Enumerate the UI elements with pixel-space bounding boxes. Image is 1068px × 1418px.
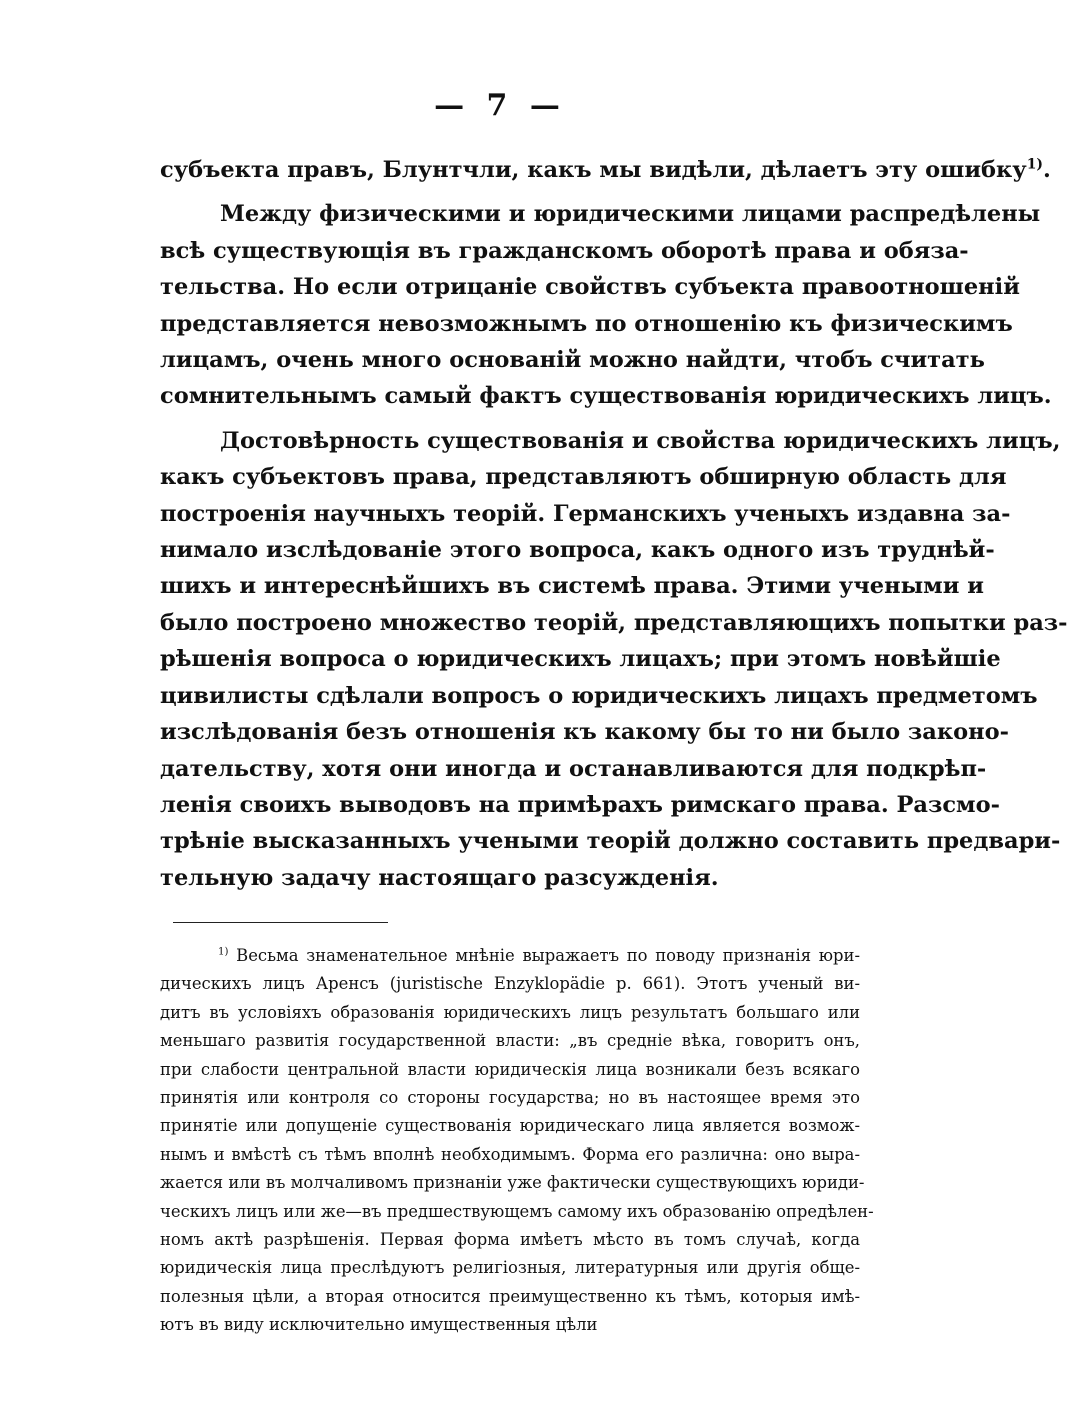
text-line: нимало изслѣдованіе этого вопроса, какъ одного изъ труднѣй- — [160, 537, 995, 564]
text-line: изслѣдованія безъ отношенія къ какому бы то ни было законо- — [160, 719, 1009, 746]
main-text — [160, 152, 1068, 896]
text-line: цивилисты сдѣлали вопросъ о юридическихъ лицахъ предметомъ — [160, 682, 1038, 709]
footnote-line: $^{1)}$ Весьма знаменательное мнѣніе выражаетъ по поводу признанія юри- — [218, 946, 860, 965]
text-line: было построено множество теорій, представляющихъ попытки раз- — [160, 609, 1068, 636]
footnote-line: дическихъ лицъ Аренсъ (juristische Enzyklopädie p. 661). Этотъ ученый ви- — [160, 974, 860, 994]
footnote-line: меньшаго развитія государственной власти: „въ средніе вѣка, говоритъ онъ, — [160, 1031, 860, 1051]
footnote-line: жается или въ молчаливомъ признаніи уже фактически существующихъ юриди- — [160, 1173, 865, 1193]
text-line: Достовѣрность существованія и свойства юридическихъ лицъ, — [220, 427, 1061, 454]
footnote-line: ческихъ лицъ или же—въ предшествующемъ самому ихъ образованію опредѣлен- — [160, 1201, 874, 1221]
text-line: ленія своихъ выводовъ на примѣрахъ римскаго права. Разсмо- — [160, 791, 1000, 818]
text-line: Между физическими и юридическими лицами распредѣлены — [220, 201, 1041, 228]
text-line: какъ субъектовъ права, представляютъ обширную область для — [160, 464, 1007, 491]
footnote-line: дитъ въ условіяхъ образованія юридическихъ лицъ результатъ большаго или — [160, 1002, 860, 1022]
footnote-line: ютъ въ виду исключительно имущественныя цѣли — [160, 1315, 598, 1335]
footnote-line: номъ актѣ разрѣшенія. Первая форма имѣетъ мѣсто въ томъ случаѣ, когда — [160, 1230, 860, 1250]
footnote-separator — [173, 922, 388, 923]
text-line: тельства. Но если отрицаніе свойствъ субъекта правоотношеній — [160, 274, 1020, 301]
text-line: представляется невозможнымъ по отношенію къ физическимъ — [160, 310, 1013, 337]
footnote-line: принятія или контроля со стороны государства; но въ настоящее время это — [160, 1088, 860, 1108]
footnote-line: при слабости центральной власти юридическія лица возникали безъ всякаго — [160, 1059, 860, 1079]
footnote-reference: 1) — [1026, 156, 1043, 173]
paragraph-gap — [160, 188, 860, 196]
text-line: трѣніе высказанныхъ учеными теорій должно составить предвари- — [160, 828, 1061, 855]
text-line: шихъ и интереснѣйшихъ въ системѣ права. Этими учеными и — [160, 573, 984, 600]
text-line: построенія научныхъ теорій. Германскихъ ученыхъ издавна за- — [160, 500, 1011, 527]
footnote-line: полезныя цѣли, а вторая относится преимущественно къ тѣмъ, которыя имѣ- — [160, 1286, 860, 1306]
paragraph-gap — [160, 415, 860, 423]
text-line: тельную задачу настоящаго разсужденія. — [160, 864, 719, 891]
footnote-line: нымъ и вмѣстѣ съ тѣмъ вполнѣ необходимымъ. Форма его различна: оно выра- — [160, 1144, 860, 1164]
page-number: — 7 — — [434, 88, 566, 123]
text-line: рѣшенія вопроса о юридическихъ лицахъ; при этомъ новѣйшіе — [160, 646, 1001, 673]
footnote-marker: 1) — [218, 946, 229, 958]
text-line: лицамъ, очень много основаній можно найдти, чтобъ считать — [160, 347, 985, 374]
text-line: дательству, хотя они иногда и останавливаются для подкрѣп- — [160, 755, 987, 782]
footnote-line: принятіе или допущеніе существованія юридическаго лица является возмож- — [160, 1116, 860, 1136]
text-line: сомнительнымъ самый фактъ существованія юридическихъ лицъ. — [160, 383, 1052, 410]
footnote-line: юридическія лица преслѣдуютъ религіозныя, литературныя или другія обще- — [160, 1258, 860, 1278]
footnote — [160, 942, 874, 1340]
text-line: субъекта правъ, Блунтчли, какъ мы видѣли, дѣлаетъ эту ошибку$^{1)}$. — [160, 156, 1051, 183]
text-line: всѣ существующія въ гражданскомъ оборотѣ права и обяза- — [160, 237, 969, 264]
